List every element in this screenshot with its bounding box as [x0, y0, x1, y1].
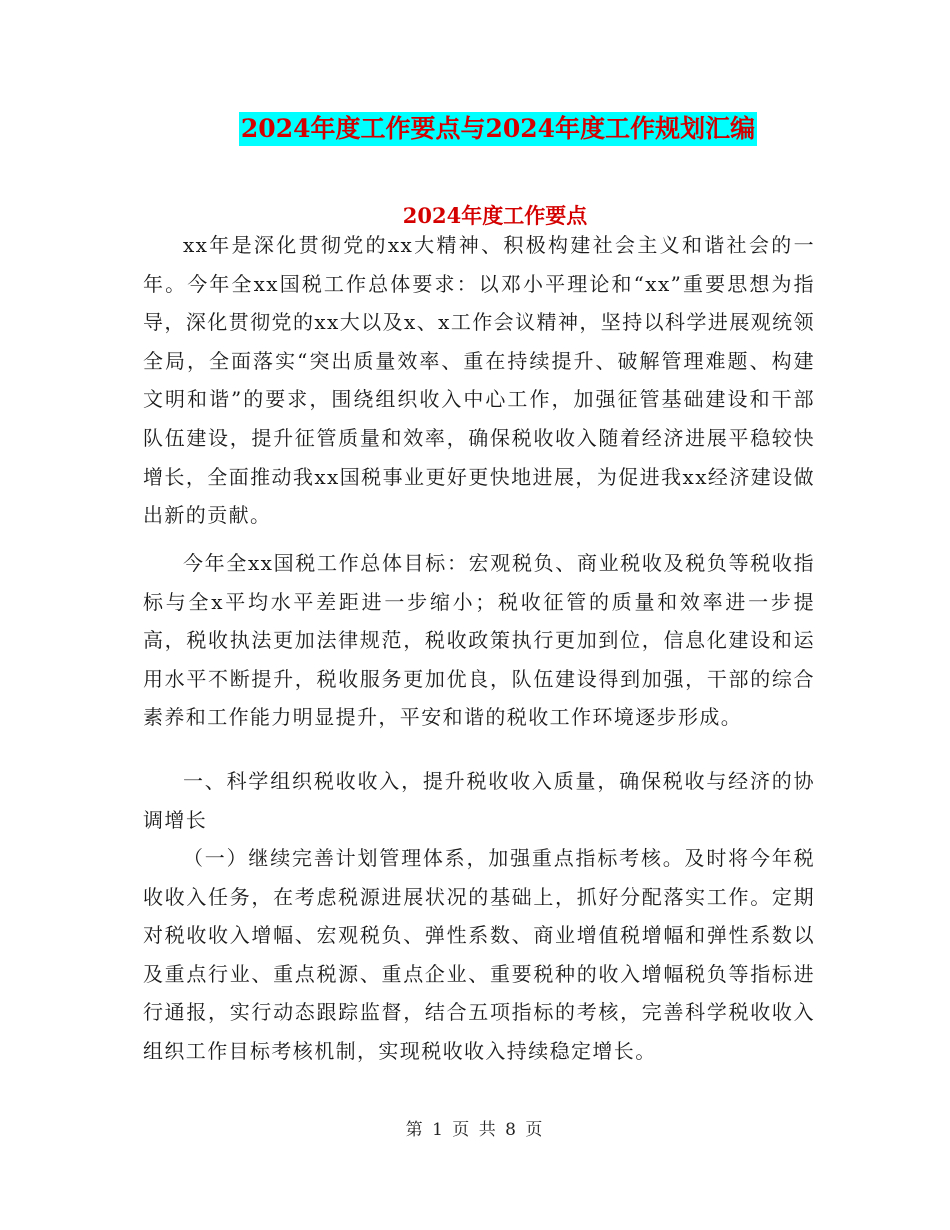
paragraph-overall-requirements: xx年是深化贯彻党的xx大精神、积极构建社会主义和谐社会的一年。今年全xx国税工作总体要求：以邓小平理论和“xx”重要思想为指导，深化贯彻党的xx大以及x、x工作会议精神，坚持以科学进展观统领全局，全面落实“突出质量效率、重在持续提升、破解管理难题、构建文明和谐”的要求，围绕组织收入中心工作，加强征管基础建设和干部队伍建设，提升征管质量和效率，确保税收收入随着经济进展平稳较快增长，全面推动我xx国税事业更好更快地进展，为促进我xx经济建设做出新的贡献。 [143, 233, 815, 528]
document-title: 2024年度工作要点与2024年度工作规划汇编 [239, 112, 757, 146]
section-title: 2024年度工作要点 [402, 203, 588, 228]
page-footer: 第 1 页 共 8 页 [405, 1120, 545, 1140]
paragraph-overall-goals: 今年全xx国税工作总体目标：宏观税负、商业税收及税负等税收指标与全x平均水平差距进一步缩小；税收征管的质量和效率进一步提高，税收执法更加法律规范，税收政策执行更加到位，信息化建设和运用水平不断提升，税收服务更加优良，队伍建设得到加强，干部的综合素养和工作能力明显提升，平安和谐的税收工作环境逐步形成。 [143, 551, 815, 730]
paragraph-item-one: （一）继续完善计划管理体系，加强重点指标考核。及时将今年税收收入任务，在考虑税源进展状况的基础上，抓好分配落实工作。定期对税收收入增幅、宏观税负、弹性系数、商业增值税增幅和弹性系数以及重点行业、重点税源、重点企业、重要税种的收入增幅税负等指标进行通报，实行动态跟踪监督，结合五项指标的考核，完善科学税收收入组织工作目标考核机制，实现税收收入持续稳定增长。 [143, 846, 815, 1063]
paragraph-heading-one: 一、科学组织税收收入，提升税收收入质量，确保税收与经济的协调增长 [143, 769, 815, 832]
document-title-container [0, 112, 950, 146]
